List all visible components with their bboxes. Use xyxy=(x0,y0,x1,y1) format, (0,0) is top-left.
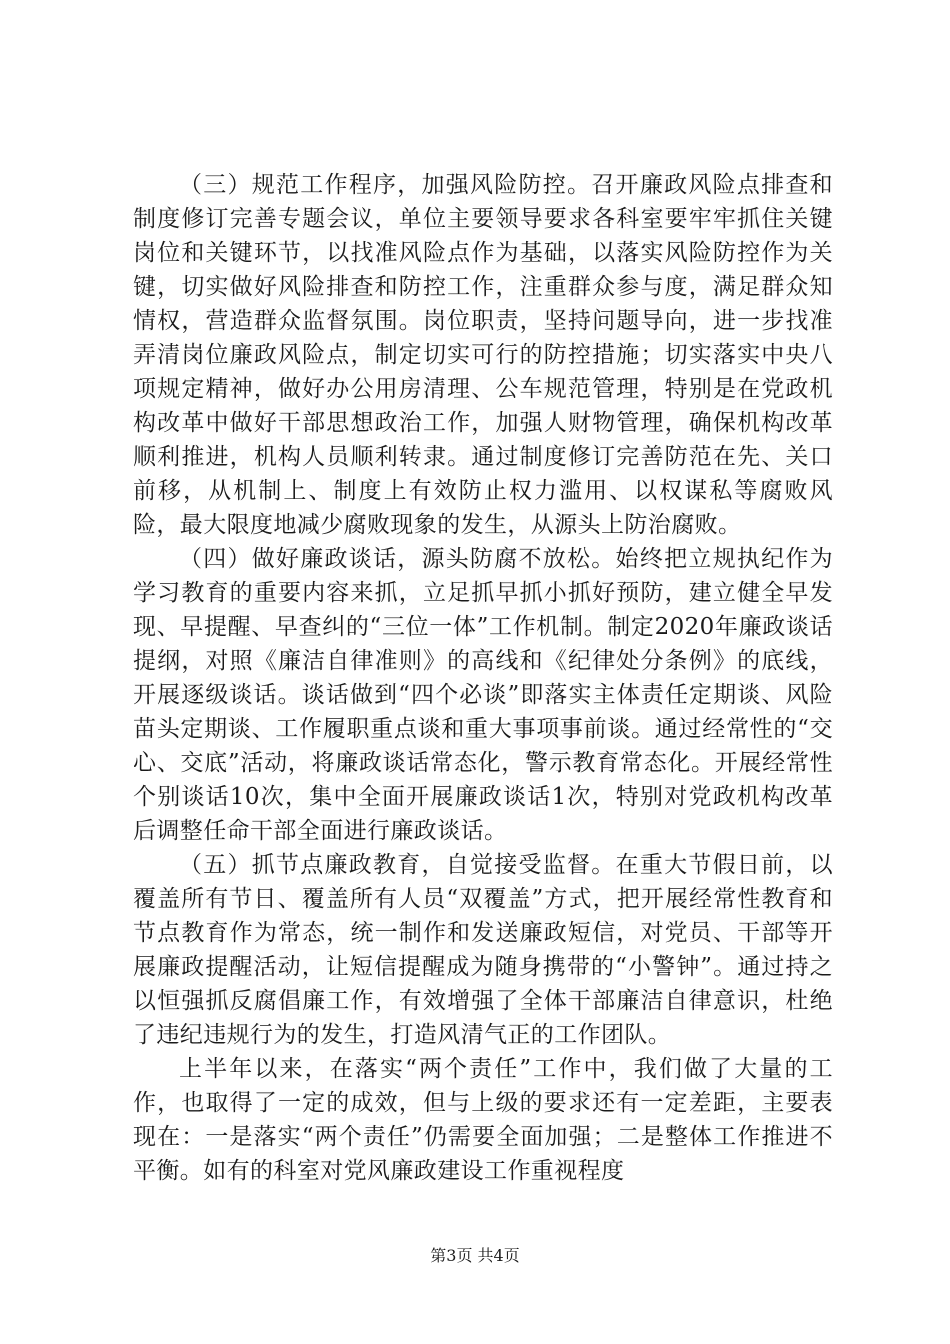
document-body xyxy=(133,168,833,1188)
page-number-footer: 第3页 共4页 xyxy=(430,1246,520,1265)
paragraph-section-4: （四）做好廉政谈话，源头防腐不放松。始终把立规执纪作为学习教育的重要内容来抓，立足抓早抓小抓好预防，建立健全早发现、早提醒、早查纠的“三位一体”工作机制。制定2020年廉政谈话提纲，对照《廉洁自律准则》的高线和《纪律处分条例》的底线，开展逐级谈话。谈话做到“四个必谈”即落实主体责任定期谈、风险苗头定期谈、工作履职重点谈和重大事项事前谈。通过经常性的“交心、交底”活动，将廉政谈话常态化，警示教育常态化。开展经常性个别谈话10次，集中全面开展廉政谈话1次，特别对党政机构改革后调整任命干部全面进行廉政谈话。 xyxy=(133,546,833,844)
paragraph-section-3: （三）规范工作程序，加强风险防控。召开廉政风险点排查和制度修订完善专题会议，单位主要领导要求各科室要牢牢抓住关键岗位和关键环节，以找准风险点作为基础，以落实风险防控作为关键，切实做好风险排查和防控工作，注重群众参与度，满足群众知情权，营造群众监督氛围。岗位职责，坚持问题导向，进一步找准弄清岗位廉政风险点，制定切实可行的防控措施；切实落实中央八项规定精神，做好办公用房清理、公车规范管理，特别是在党政机构改革中做好干部思想政治工作，加强人财物管理，确保机构改革顺利推进，机构人员顺利转隶。通过制度修订完善防范在先、关口前移，从机制上、制度上有效防止权力滥用、以权谋私等腐败风险，最大限度地减少腐败现象的发生，从源头上防治腐败。 xyxy=(133,172,833,538)
paragraph-section-5: （五）抓节点廉政教育，自觉接受监督。在重大节假日前，以覆盖所有节日、覆盖所有人员“双覆盖”方式，把开展经常性教育和节点教育作为常态，统一制作和发送廉政短信，对党员、干部等开展廉政提醒活动，让短信提醒成为随身携带的“小警钟”。通过持之以恒强抓反腐倡廉工作，有效增强了全体干部廉洁自律意识，杜绝了违纪违规行为的发生，打造风清气正的工作团队。 xyxy=(133,852,833,1048)
paragraph-summary: 上半年以来，在落实“两个责任”工作中，我们做了大量的工作，也取得了一定的成效，但与上级的要求还有一定差距，主要表现在：一是落实“两个责任”仍需要全面加强；二是整体工作推进不平衡。如有的科室对党风廉政建设工作重视程度 xyxy=(133,1056,833,1184)
